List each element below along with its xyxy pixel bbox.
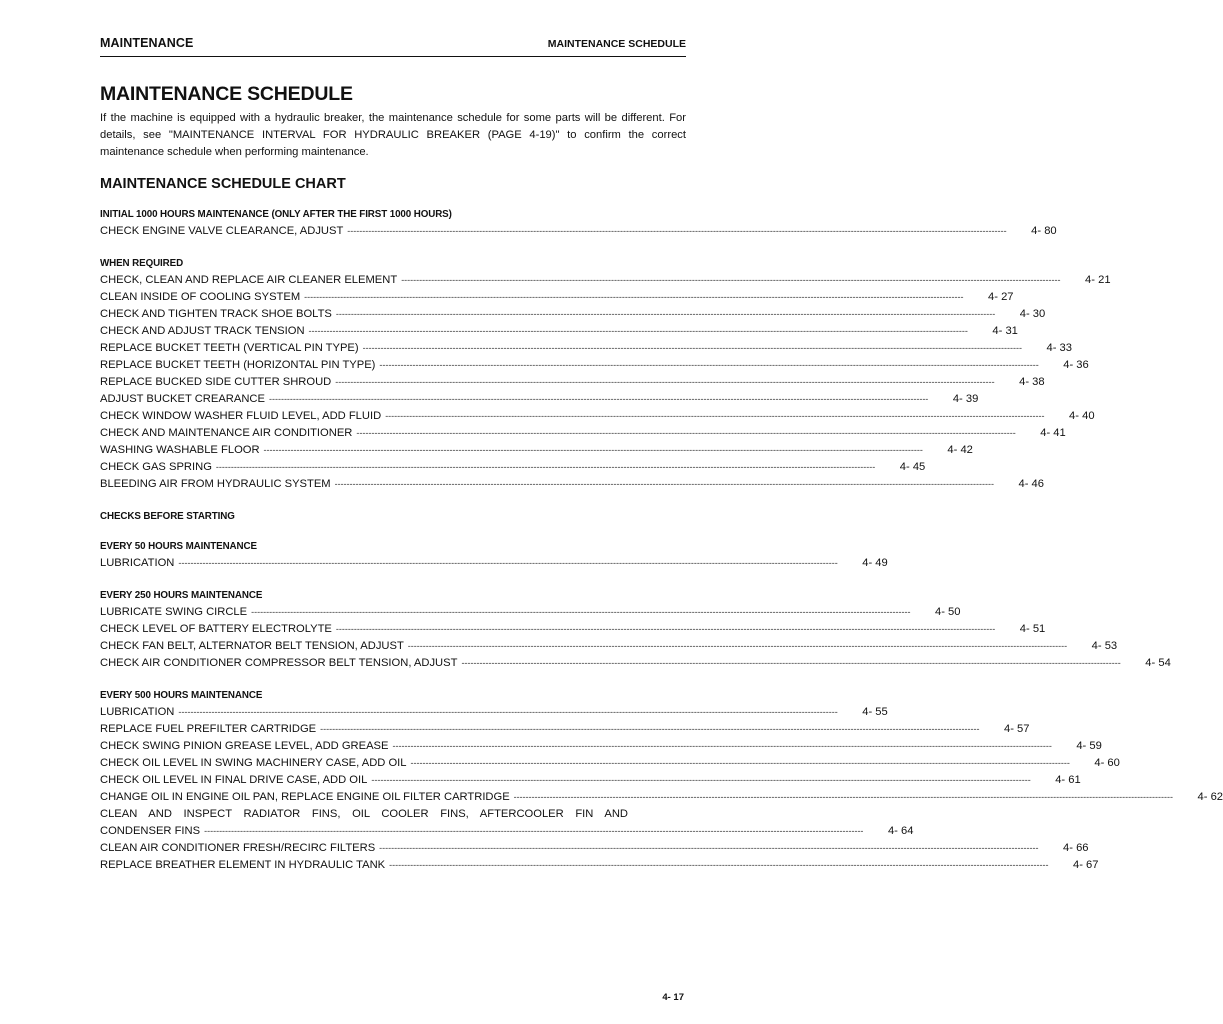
schedule-item	[100, 840, 1089, 857]
section-title: WHEN REQUIRED	[100, 258, 184, 269]
item-page-ref: 4- 45	[899, 461, 926, 473]
dot-leader: ----------------------------------------------------------------------------------------------------------------------------------------------------------------------------------------------------------------------------	[334, 479, 994, 489]
item-page-ref: 4- 59	[1076, 740, 1102, 752]
section-title: EVERY 50 HOURS MAINTENANCE	[100, 541, 257, 552]
dot-leader: ----------------------------------------------------------------------------------------------------------------------------------------------------------------------------------------------------------------------------	[379, 360, 1039, 370]
dot-leader: ----------------------------------------------------------------------------------------------------------------------------------------------------------------------------------------------------------------------------	[362, 343, 1022, 353]
dot-leader: ----------------------------------------------------------------------------------------------------------------------------------------------------------------------------------------------------------------------------	[335, 309, 996, 319]
item-label: REPLACE BUCKET TEETH (VERTICAL PIN TYPE)	[100, 342, 359, 354]
dot-leader: ----------------------------------------------------------------------------------------------------------------------------------------------------------------------------------------------------------------------------	[178, 558, 838, 568]
item-label: CHECK AND TIGHTEN TRACK SHOE BOLTS	[100, 308, 332, 320]
schedule-item	[100, 357, 1089, 374]
schedule-section	[100, 540, 888, 572]
schedule-sections	[100, 208, 1223, 874]
dot-leader: ----------------------------------------------------------------------------------------------------------------------------------------------------------------------------------------------------------------------------	[335, 624, 996, 634]
item-label: CHECK AND ADJUST TRACK TENSION	[100, 325, 305, 337]
schedule-item	[100, 374, 1045, 391]
item-page-ref: 4- 67	[1073, 859, 1099, 871]
item-label: WASHING WASHABLE FLOOR	[100, 444, 260, 456]
item-label: CHECK FAN BELT, ALTERNATOR BELT TENSION, ADJUST	[100, 640, 404, 652]
item-page-ref: 4- 66	[1063, 842, 1089, 854]
item-label: LUBRICATE SWING CIRCLE	[100, 606, 248, 618]
dot-leader: ----------------------------------------------------------------------------------------------------------------------------------------------------------------------------------------------------------------------------	[401, 275, 1061, 285]
item-label: CONDENSER FINS	[100, 825, 201, 837]
item-page-ref: 4- 40	[1069, 410, 1095, 422]
schedule-item	[100, 604, 961, 621]
item-page-ref: 4- 41	[1040, 427, 1066, 439]
item-label: CHECK ENGINE VALVE CLEARANCE, ADJUST	[100, 225, 344, 237]
item-page-ref: 4- 80	[1031, 225, 1057, 237]
schedule-item	[100, 425, 1066, 442]
item-page-ref: 4- 61	[1055, 774, 1081, 786]
schedule-item	[100, 442, 973, 459]
schedule-item	[100, 704, 888, 721]
schedule-item	[100, 476, 1044, 493]
item-label: CHANGE OIL IN ENGINE OIL PAN, REPLACE ENGINE OIL FILTER CARTRIDGE	[100, 791, 510, 803]
item-page-ref: 4- 55	[862, 706, 888, 718]
dot-leader: ----------------------------------------------------------------------------------------------------------------------------------------------------------------------------------------------------------------------------	[513, 792, 1174, 802]
schedule-section	[100, 257, 1111, 493]
item-label: CHECK OIL LEVEL IN FINAL DRIVE CASE, ADD OIL	[100, 774, 368, 786]
dot-leader: ----------------------------------------------------------------------------------------------------------------------------------------------------------------------------------------------------------------------------	[410, 758, 1070, 768]
schedule-item	[100, 789, 1223, 806]
schedule-item	[100, 638, 1118, 655]
item-page-ref: 4- 38	[1019, 376, 1045, 388]
dot-leader: ----------------------------------------------------------------------------------------------------------------------------------------------------------------------------------------------------------------------------	[461, 658, 1121, 668]
intro-paragraph: If the machine is equipped with a hydraulic breaker, the maintenance schedule for some parts will be different. For details, see "MAINTENANCE INTERVAL FOR HYDRAULIC BREAKER (PAGE 4-19)" to confirm the correct maintenance schedule when performing maintenance.	[100, 112, 686, 158]
schedule-item	[100, 772, 1081, 789]
schedule-item	[100, 223, 1057, 240]
schedule-section	[100, 208, 1057, 240]
section-title: EVERY 500 HOURS MAINTENANCE	[100, 690, 263, 701]
dot-leader: ----------------------------------------------------------------------------------------------------------------------------------------------------------------------------------------------------------------------------	[215, 462, 876, 472]
dot-leader: ----------------------------------------------------------------------------------------------------------------------------------------------------------------------------------------------------------------------------	[320, 724, 980, 734]
item-label: CHECK AIR CONDITIONER COMPRESSOR BELT TENSION, ADJUST	[100, 657, 458, 669]
item-page-ref: 4- 49	[862, 557, 888, 569]
dot-leader: ----------------------------------------------------------------------------------------------------------------------------------------------------------------------------------------------------------------------------	[335, 377, 995, 387]
item-label: REPLACE BUCKED SIDE CUTTER SHROUD	[100, 376, 332, 388]
item-label: CHECK OIL LEVEL IN SWING MACHINERY CASE, ADD OIL	[100, 757, 407, 769]
dot-leader: ----------------------------------------------------------------------------------------------------------------------------------------------------------------------------------------------------------------------------	[204, 826, 864, 836]
dot-leader: ----------------------------------------------------------------------------------------------------------------------------------------------------------------------------------------------------------------------------	[263, 445, 923, 455]
item-label: CLEAN AND INSPECT RADIATOR FINS, OIL COOLER FINS, AFTERCOOLER FIN AND	[100, 808, 628, 820]
item-page-ref: 4- 27	[988, 291, 1014, 303]
dot-leader: ----------------------------------------------------------------------------------------------------------------------------------------------------------------------------------------------------------------------------	[251, 607, 911, 617]
section-title: INITIAL 1000 HOURS MAINTENANCE (ONLY AFTER THE FIRST 1000 HOURS)	[100, 209, 452, 220]
schedule-section	[100, 589, 1171, 672]
item-label: CHECK, CLEAN AND REPLACE AIR CLEANER ELEMENT	[100, 274, 398, 286]
chart-title: MAINTENANCE SCHEDULE CHART	[100, 176, 346, 192]
dot-leader: ----------------------------------------------------------------------------------------------------------------------------------------------------------------------------------------------------------------------------	[178, 707, 838, 717]
dot-leader: ----------------------------------------------------------------------------------------------------------------------------------------------------------------------------------------------------------------------------	[304, 292, 964, 302]
schedule-item	[100, 391, 979, 408]
item-page-ref: 4- 21	[1085, 274, 1111, 286]
item-label: REPLACE FUEL PREFILTER CARTRIDGE	[100, 723, 317, 735]
item-label: BLEEDING AIR FROM HYDRAULIC SYSTEM	[100, 478, 331, 490]
dot-leader: ----------------------------------------------------------------------------------------------------------------------------------------------------------------------------------------------------------------------------	[308, 326, 968, 336]
section-title: CHECKS BEFORE STARTING	[100, 511, 235, 522]
schedule-item	[100, 806, 686, 823]
item-label: ADJUST BUCKET CREARANCE	[100, 393, 265, 405]
item-page-ref: 4- 57	[1004, 723, 1030, 735]
item-page-ref: 4- 51	[1019, 623, 1046, 635]
dot-leader: ----------------------------------------------------------------------------------------------------------------------------------------------------------------------------------------------------------------------------	[268, 394, 929, 404]
item-page-ref: 4- 50	[934, 606, 961, 618]
schedule-item	[100, 823, 914, 840]
item-label: CHECK AND MAINTENANCE AIR CONDITIONER	[100, 427, 353, 439]
page-title: MAINTENANCE SCHEDULE	[100, 83, 353, 105]
item-page-ref: 4- 60	[1094, 757, 1120, 769]
item-label: CLEAN AIR CONDITIONER FRESH/RECIRC FILTERS	[100, 842, 376, 854]
item-page-ref: 4- 62	[1197, 791, 1223, 803]
header-section: MAINTENANCE SCHEDULE	[547, 38, 686, 50]
dot-leader: ----------------------------------------------------------------------------------------------------------------------------------------------------------------------------------------------------------------------------	[389, 860, 1049, 870]
schedule-item	[100, 306, 1046, 323]
section-title: EVERY 250 HOURS MAINTENANCE	[100, 590, 263, 601]
item-label: LUBRICATION	[100, 557, 175, 569]
header-chapter: MAINTENANCE	[100, 36, 194, 50]
dot-leader: ----------------------------------------------------------------------------------------------------------------------------------------------------------------------------------------------------------------------------	[347, 226, 1007, 236]
item-page-ref: 4- 30	[1019, 308, 1046, 320]
item-label: CLEAN INSIDE OF COOLING SYSTEM	[100, 291, 301, 303]
dot-leader: ----------------------------------------------------------------------------------------------------------------------------------------------------------------------------------------------------------------------------	[385, 411, 1045, 421]
schedule-item	[100, 408, 1095, 425]
manual-page	[100, 36, 1223, 891]
schedule-item	[100, 738, 1102, 755]
schedule-section	[100, 510, 686, 523]
item-page-ref: 4- 46	[1018, 478, 1044, 490]
item-label: REPLACE BREATHER ELEMENT IN HYDRAULIC TANK	[100, 859, 386, 871]
schedule-item	[100, 655, 1171, 672]
schedule-item	[100, 340, 1072, 357]
schedule-item	[100, 272, 1111, 289]
dot-leader: ----------------------------------------------------------------------------------------------------------------------------------------------------------------------------------------------------------------------------	[392, 741, 1052, 751]
item-label: CHECK LEVEL OF BATTERY ELECTROLYTE	[100, 623, 332, 635]
schedule-item	[100, 721, 1030, 738]
schedule-item	[100, 555, 888, 572]
item-page-ref: 4- 39	[952, 393, 979, 405]
schedule-item	[100, 323, 1018, 340]
item-page-ref: 4- 31	[992, 325, 1018, 337]
dot-leader: ----------------------------------------------------------------------------------------------------------------------------------------------------------------------------------------------------------------------------	[407, 641, 1068, 651]
dot-leader: ----------------------------------------------------------------------------------------------------------------------------------------------------------------------------------------------------------------------------	[379, 843, 1039, 853]
page-header	[100, 36, 686, 57]
schedule-item	[100, 621, 1046, 638]
item-page-ref: 4- 36	[1063, 359, 1089, 371]
page-number: 4- 17	[662, 992, 684, 1003]
item-label: REPLACE BUCKET TEETH (HORIZONTAL PIN TYPE)	[100, 359, 376, 371]
item-page-ref: 4- 64	[887, 825, 914, 837]
item-label: LUBRICATION	[100, 706, 175, 718]
item-page-ref: 4- 53	[1091, 640, 1118, 652]
item-page-ref: 4- 42	[947, 444, 973, 456]
schedule-item	[100, 459, 926, 476]
item-page-ref: 4- 54	[1145, 657, 1171, 669]
item-label: CHECK WINDOW WASHER FLUID LEVEL, ADD FLUID	[100, 410, 382, 422]
schedule-section	[100, 689, 1223, 874]
dot-leader: ----------------------------------------------------------------------------------------------------------------------------------------------------------------------------------------------------------------------------	[356, 428, 1016, 438]
item-label: CHECK SWING PINION GREASE LEVEL, ADD GREASE	[100, 740, 389, 752]
schedule-item	[100, 289, 1014, 306]
item-label: CHECK GAS SPRING	[100, 461, 212, 473]
dot-leader: ----------------------------------------------------------------------------------------------------------------------------------------------------------------------------------------------------------------------------	[371, 775, 1031, 785]
schedule-item	[100, 755, 1120, 772]
schedule-item	[100, 857, 1099, 874]
item-page-ref: 4- 33	[1046, 342, 1072, 354]
